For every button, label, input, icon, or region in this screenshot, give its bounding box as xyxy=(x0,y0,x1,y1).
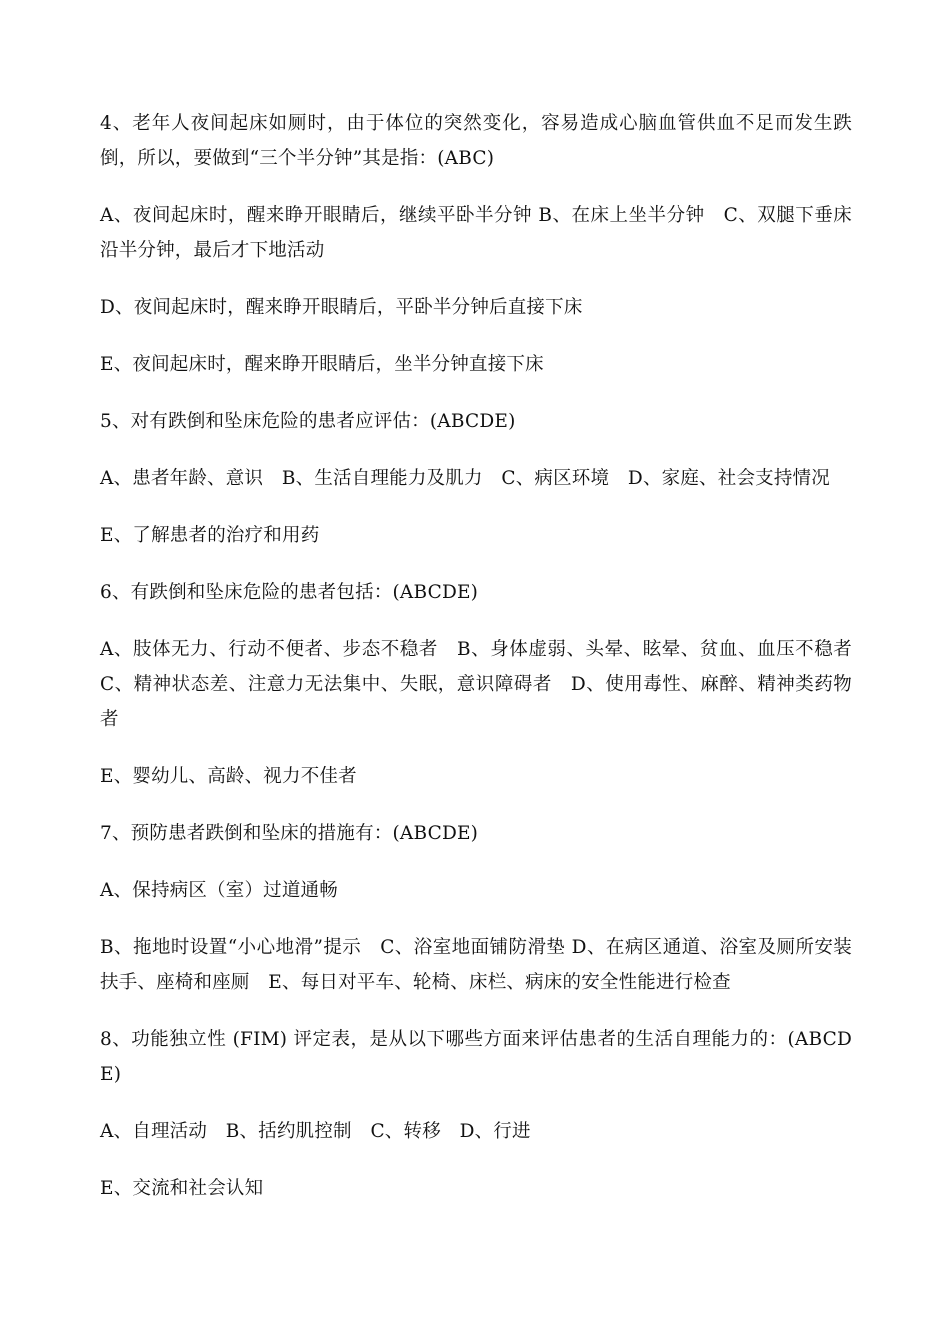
question-7-option-a: A、保持病区（室）过道通畅 xyxy=(100,880,338,901)
question-4-option-e: E、夜间起床时，醒来睁开眼睛后，坐半分钟直接下床 xyxy=(100,354,544,375)
question-8-options-abcd: A、自理活动 B、括约肌控制 C、转移 D、行进 xyxy=(100,1121,531,1142)
question-7-options-bcde: B、拖地时设置“小心地滑”提示 C、浴室地面铺防滑垫 D、在病区通道、浴室及厕所安装扶手、座椅和座厕 E、每日对平车、轮椅、床栏、病床的安全性能进行检查 xyxy=(100,937,852,993)
question-4: 4、老年人夜间起床如厕时，由于体位的突然变化，容易造成心脑血管供血不足而发生跌倒，所以，要做到“三个半分钟”其是指：(ABC) xyxy=(100,113,852,169)
question-5: 5、对有跌倒和坠床危险的患者应评估：(ABCDE) xyxy=(100,411,516,432)
question-6-option-e: E、婴幼儿、高龄、视力不佳者 xyxy=(100,766,357,787)
question-8: 8、功能独立性 (FIM) 评定表，是从以下哪些方面来评估患者的生活自理能力的：(ABCDE) xyxy=(100,1029,852,1085)
question-4-options-abc: A、夜间起床时，醒来睁开眼睛后，继续平卧半分钟 B、在床上坐半分钟 C、双腿下垂床沿半分钟，最后才下地活动 xyxy=(100,205,852,261)
question-5-options-abcd: A、患者年龄、意识 B、生活自理能力及肌力 C、病区环境 D、家庭、社会支持情况 xyxy=(100,468,830,489)
question-6-options-abcd: A、肢体无力、行动不便者、步态不稳者 B、身体虚弱、头晕、眩晕、贫血、血压不稳者 C、精神状态差、注意力无法集中、失眠，意识障碍者 D、使用毒性、麻醉、精神类药物者 xyxy=(100,639,852,730)
question-7: 7、预防患者跌倒和坠床的措施有：(ABCDE) xyxy=(100,823,479,844)
question-8-option-e: E、交流和社会认知 xyxy=(100,1178,264,1199)
question-5-option-e: E、了解患者的治疗和用药 xyxy=(100,525,320,546)
question-4-option-d: D、夜间起床时，醒来睁开眼睛后，平卧半分钟后直接下床 xyxy=(100,297,583,318)
document-body xyxy=(100,106,852,1228)
question-6: 6、有跌倒和坠床危险的患者包括：(ABCDE) xyxy=(100,582,479,603)
